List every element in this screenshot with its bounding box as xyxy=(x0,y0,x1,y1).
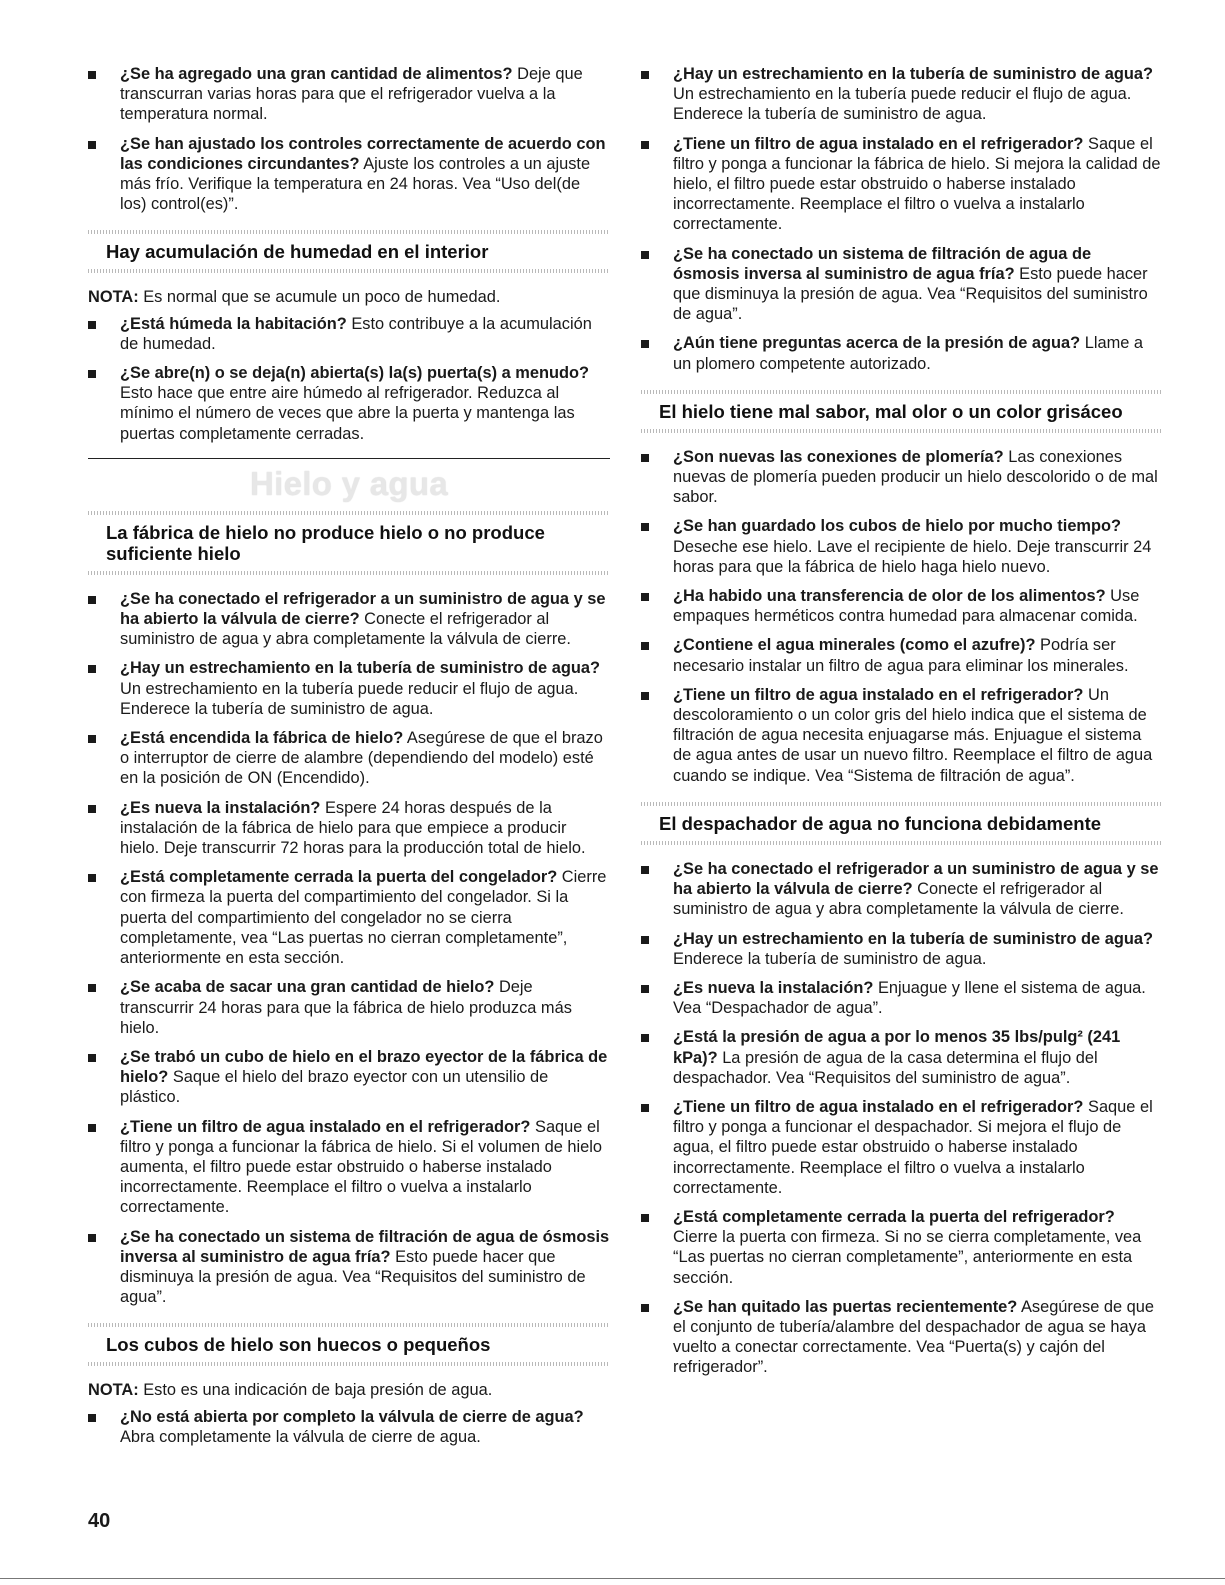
answer-text: Enderece la tubería de suministro de agua. xyxy=(673,949,987,968)
question-text: ¿Se ha conectado un sistema de filtración de agua de ósmosis inversa al suministro de agua fría? xyxy=(120,1227,610,1266)
bullet-icon xyxy=(88,984,96,992)
bullet-icon xyxy=(88,321,96,329)
divider xyxy=(88,269,610,273)
bullet-icon xyxy=(88,805,96,813)
list-item xyxy=(641,1207,1161,1288)
answer-text: Un estrechamiento en la tubería puede reducir el flujo de agua. Enderece la tubería de suministro de agua. xyxy=(120,679,579,718)
question-text: ¿Hay un estrechamiento en la tubería de suministro de agua? xyxy=(673,65,1153,83)
answer-text: Las conexiones nuevas de plomería pueden producir un hielo descolorido o de mal sabor. xyxy=(673,447,1158,507)
question-text: ¿Está completamente cerrada la puerta del congelador? xyxy=(120,868,558,887)
answer-text: Deje transcurrir 24 horas para que la fábrica de hielo produzca más hielo. xyxy=(120,978,572,1037)
list-item xyxy=(88,658,610,719)
list-item xyxy=(88,589,610,650)
question-text: ¿Hay un estrechamiento en la tubería de suministro de agua? xyxy=(120,659,600,678)
divider xyxy=(88,1362,610,1366)
section-header xyxy=(641,390,1161,433)
note-text: Es normal que se acumule un poco de humedad. xyxy=(138,288,501,307)
bullet-icon xyxy=(641,593,649,601)
answer-text: Espere 24 horas después de la instalación de la fábrica de hielo para que empiece a producir hielo. Deje transcurrir 72 horas para la producción total de hielo. xyxy=(120,798,586,858)
list-item xyxy=(641,635,1161,675)
question-text: ¿Hay un estrechamiento en la tubería de suministro de agua? xyxy=(673,929,1153,948)
answer-text: Saque el hielo del brazo eyector con un utensilio de plástico. xyxy=(120,1068,549,1107)
bullet-icon xyxy=(641,251,649,259)
question-text: ¿Está encendida la fábrica de hielo? xyxy=(120,729,404,748)
answer-text: Saque el filtro y ponga a funcionar la fábrica de hielo. Si mejora la calidad de hielo, el filtro puede estar obstruido o haberse instalado incorrectamente. Reemplace el filtro o vuelva a instalarlo correctamente. xyxy=(673,134,1161,234)
section-header xyxy=(88,230,610,273)
question-text: ¿Tiene un filtro de agua instalado en el refrigerador? xyxy=(673,134,1084,153)
question-text: ¿Ha habido una transferencia de olor de los alimentos? xyxy=(673,587,1106,606)
answer-text: Esto hace que entre aire húmedo al refrigerador. Reduzca al mínimo el número de veces que abre la puerta y mantenga las puertas completamente cerradas. xyxy=(120,384,575,443)
list-item xyxy=(641,64,1161,125)
list-item xyxy=(641,1027,1161,1088)
answer-text: Cierre la puerta con firmeza. Si no se cierra completamente, vea “Las puertas no cierran completamente”, anteriormente en esta sección. xyxy=(673,1228,1142,1287)
section-title: La fábrica de hielo no produce hielo o no produce suficiente hielo xyxy=(106,521,545,564)
section-header xyxy=(88,1323,610,1366)
answer-text: Cierre con firmeza la puerta del compartimiento del congelador. Si la puerta del compartimiento del congelador no se cierra completamente, vea “Las puertas no cierran completamente”, anteriormente en esta sección. xyxy=(120,868,607,968)
list-block xyxy=(641,859,1161,1378)
note-label: NOTA: xyxy=(88,288,139,307)
answer-text: Asegúrese de que el conjunto de tubería/alambre del despachador de agua se haya vuelto a conectar correctamente. Vea “Puerta(s) y cajón del refrigerador”. xyxy=(673,1297,1154,1377)
list-item xyxy=(641,859,1161,920)
answer-text: Esto puede hacer que disminuya la presión de agua. Vea “Requisitos del suministro de agua”. xyxy=(120,1247,586,1307)
bullet-icon xyxy=(641,692,649,700)
answer-text: La presión de agua de la casa determina el flujo del despachador. Vea “Requisitos del suministro de agua”. xyxy=(673,1048,1098,1087)
bullet-icon xyxy=(641,642,649,650)
bullet-icon xyxy=(88,1234,96,1242)
list-item xyxy=(641,586,1161,626)
divider xyxy=(641,429,1161,433)
list-item xyxy=(88,64,610,125)
bullet-icon xyxy=(641,141,649,149)
question-text: ¿Se abre(n) o se deja(n) abierta(s) la(s) puerta(s) a menudo? xyxy=(120,364,590,383)
list-item xyxy=(88,977,610,1038)
list-block xyxy=(88,1407,610,1447)
question-text: ¿Es nueva la instalación? xyxy=(673,978,874,997)
list-item xyxy=(641,134,1161,235)
section-title: Hay acumulación de humedad en el interior xyxy=(106,241,489,263)
list-item xyxy=(641,929,1161,969)
list-item xyxy=(88,1227,610,1308)
bullet-icon xyxy=(88,596,96,604)
list-block xyxy=(641,64,1161,374)
answer-text: Un descoloramiento o un color gris del hielo indica que el sistema de filtración de agua necesita enjuagarse más. Enjuague el sistema de agua antes de usar un nuevo filtro. Reemplace el filtro de agua cuando se indique. Vea “Sistema de filtración de agua”. xyxy=(673,685,1153,785)
section-header xyxy=(641,802,1161,845)
list-item xyxy=(88,728,610,789)
bullet-icon xyxy=(88,1054,96,1062)
list-item xyxy=(641,1297,1161,1378)
bullet-icon xyxy=(641,1034,649,1042)
answer-text: Abra completamente la válvula de cierre de agua. xyxy=(120,1427,481,1446)
list-item xyxy=(641,516,1161,577)
bullet-icon xyxy=(641,340,649,348)
list-item xyxy=(641,978,1161,1018)
question-text: ¿Tiene un filtro de agua instalado en el refrigerador? xyxy=(673,1097,1084,1116)
bullet-icon xyxy=(641,523,649,531)
page-number: 40 xyxy=(88,1510,111,1532)
bullet-icon xyxy=(641,985,649,993)
question-text: ¿Está húmeda la habitación? xyxy=(120,314,347,333)
question-text: ¿Tiene un filtro de agua instalado en el refrigerador? xyxy=(673,685,1084,704)
note-label: NOTA: xyxy=(88,1381,139,1400)
bullet-icon xyxy=(88,665,96,673)
answer-text: Esto contribuye a la acumulación de humedad. xyxy=(120,314,592,353)
list-block xyxy=(88,589,610,1308)
left-column xyxy=(88,64,610,1456)
list-block xyxy=(88,64,610,214)
list-item xyxy=(641,333,1161,373)
section-header xyxy=(88,511,610,575)
list-item xyxy=(88,363,610,444)
list-block xyxy=(641,447,1161,786)
question-text: ¿Es nueva la instalación? xyxy=(120,798,321,817)
bullet-icon xyxy=(88,1124,96,1132)
question-text: ¿Se han ajustado los controles correctamente de acuerdo con las condiciones circundantes? xyxy=(120,134,606,173)
question-text: ¿Son nuevas las conexiones de plomería? xyxy=(673,447,1004,466)
answer-text: Llame a un plomero competente autorizado. xyxy=(673,334,1144,373)
bullet-icon xyxy=(88,71,96,79)
question-text: ¿Está completamente cerrada la puerta del refrigerador? xyxy=(673,1207,1115,1226)
question-text: ¿Se ha conectado el refrigerador a un suministro de agua y se ha abierto la válvula de cierre? xyxy=(120,589,606,629)
answer-text: Saque el filtro y ponga a funcionar la fábrica de hielo. Si el volumen de hielo aumenta, el filtro puede estar obstruido o haberse instalado incorrectamente. Reemplace el filtro o vuelva a instalarlo correctamente. xyxy=(120,1117,602,1217)
answer-text: Podría ser necesario instalar un filtro de agua para eliminar los minerales. xyxy=(673,636,1129,675)
bullet-icon xyxy=(88,141,96,149)
question-text: ¿Se han guardado los cubos de hielo por mucho tiempo? xyxy=(673,517,1122,536)
question-text: ¿Se ha agregado una gran cantidad de alimentos? xyxy=(120,65,513,83)
divider xyxy=(88,571,610,575)
list-item xyxy=(641,1097,1161,1198)
section-title: El hielo tiene mal sabor, mal olor o un color grisáceo xyxy=(659,400,1123,422)
bullet-icon xyxy=(641,936,649,944)
note-text: Esto es una indicación de baja presión de agua. xyxy=(138,1381,493,1400)
bullet-icon xyxy=(88,735,96,743)
bullet-icon xyxy=(641,1304,649,1312)
note xyxy=(88,1380,610,1400)
question-text: ¿Contiene el agua minerales (como el azufre)? xyxy=(673,636,1036,655)
list-item xyxy=(641,244,1161,325)
list-item xyxy=(88,134,610,215)
list-item xyxy=(88,867,610,968)
answer-text: Deseche ese hielo. Lave el recipiente de hielo. Deje transcurrir 24 horas para que la fábrica de hielo haga hielo nuevo. xyxy=(673,537,1152,576)
answer-text: Un estrechamiento en la tubería puede reducir el flujo de agua. Enderece la tubería de suministro de agua. xyxy=(673,85,1132,124)
list-item xyxy=(88,1407,610,1447)
list-item xyxy=(88,1047,610,1108)
section-title: Los cubos de hielo son huecos o pequeños xyxy=(106,1334,491,1356)
bullet-icon xyxy=(641,454,649,462)
divider xyxy=(0,1578,1225,1579)
question-text: ¿Se trabó un cubo de hielo en el brazo eyector de la fábrica de hielo? xyxy=(120,1047,608,1087)
question-text: ¿Se ha conectado un sistema de filtración de agua de ósmosis inversa al suministro de agua fría? xyxy=(673,244,1092,283)
note xyxy=(88,287,610,307)
bullet-icon xyxy=(88,370,96,378)
question-text: ¿Tiene un filtro de agua instalado en el refrigerador? xyxy=(120,1117,531,1136)
bullet-icon xyxy=(641,1104,649,1112)
bullet-icon xyxy=(641,1214,649,1222)
answer-text: Deje que transcurran varias horas para que el refrigerador vuelva a la temperatura normal. xyxy=(120,65,583,124)
answer-text: Conecte el refrigerador al suministro de agua y abra completamente la válvula de cierre. xyxy=(673,880,1124,919)
list-item xyxy=(88,798,610,859)
divider xyxy=(641,841,1161,845)
answer-text: Ajuste los controles a un ajuste más frío. Verifique la temperatura en 24 horas. Vea “Uso del(de los) control(es)”. xyxy=(120,154,591,214)
question-text: ¿Se ha conectado el refrigerador a un suministro de agua y se ha abierto la válvula de cierre? xyxy=(673,859,1159,899)
list-item xyxy=(641,685,1161,786)
question-text: ¿Se acaba de sacar una gran cantidad de hielo? xyxy=(120,978,495,997)
bullet-icon xyxy=(641,71,649,79)
right-column xyxy=(641,64,1161,1387)
answer-text: Enjuague y llene el sistema de agua. Vea “Despachador de agua”. xyxy=(673,978,1146,1018)
list-block xyxy=(88,314,610,444)
bullet-icon xyxy=(88,1414,96,1422)
question-text: ¿Se han quitado las puertas recientemente? xyxy=(673,1297,1018,1316)
list-item xyxy=(88,314,610,354)
section-title: El despachador de agua no funciona debidamente xyxy=(659,812,1102,834)
page-title: Hielo y agua xyxy=(250,464,448,502)
divider xyxy=(88,458,610,459)
question-text: ¿Aún tiene preguntas acerca de la presión de agua? xyxy=(673,334,1081,353)
answer-text: Esto puede hacer que disminuya la presión de agua. Vea “Requisitos del suministro de agua”. xyxy=(673,264,1148,324)
question-text: ¿No está abierta por completo la válvula de cierre de agua? xyxy=(120,1407,584,1426)
answer-text: Conecte el refrigerador al suministro de agua y abra completamente la válvula de cierre. xyxy=(120,610,571,649)
answer-text: Use empaques herméticos contra humedad para almacenar comida. xyxy=(673,587,1140,626)
bullet-icon xyxy=(88,874,96,882)
answer-text: Saque el filtro y ponga a funcionar el despachador. Si mejora el flujo de agua, el filtro puede estar obstruido o haberse instalado incorrectamente. Reemplace el filtro o vuelva a instalarlo correctamente. xyxy=(673,1097,1153,1197)
answer-text: Asegúrese de que el brazo o interruptor de cierre de alambre (dependiendo del modelo) esté en la posición de ON (Encendido). xyxy=(120,729,603,788)
bullet-icon xyxy=(641,866,649,874)
question-text: ¿Está la presión de agua a por lo menos 35 lbs/pulg² (241 kPa)? xyxy=(673,1028,1121,1067)
list-item xyxy=(88,1117,610,1218)
list-item xyxy=(641,447,1161,508)
